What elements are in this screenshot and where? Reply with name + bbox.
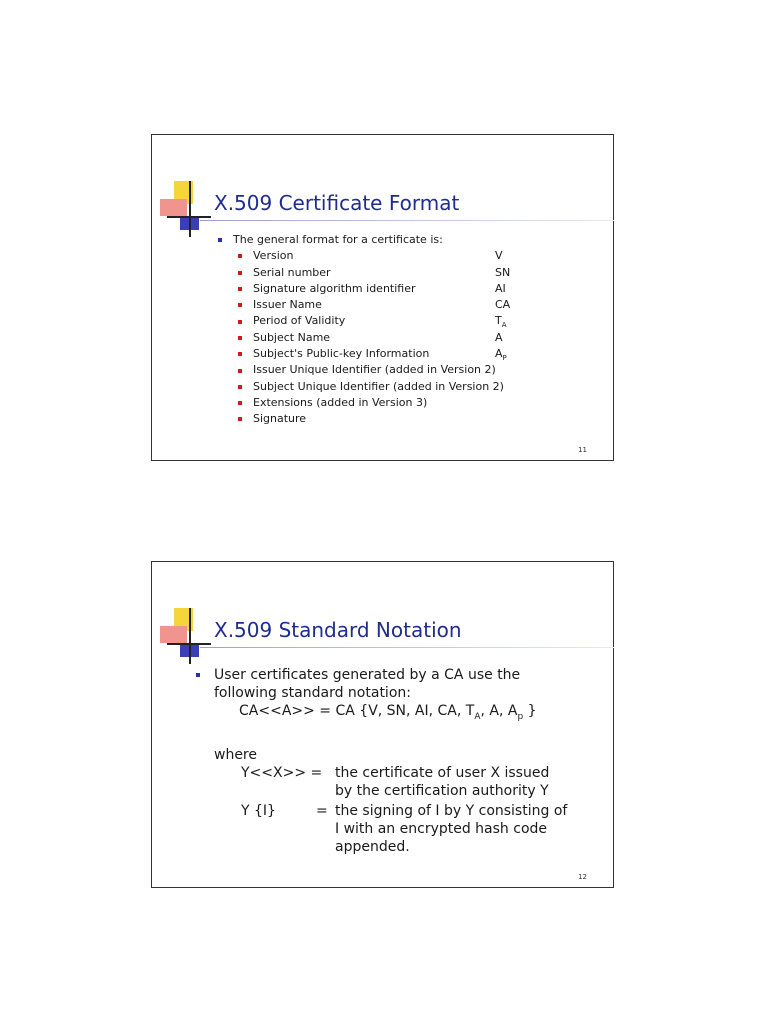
item-abbreviation: SN bbox=[495, 265, 511, 279]
bullet-icon bbox=[238, 271, 242, 275]
item-abbreviation: $T_A$ bbox=[495, 314, 507, 330]
list-item: Subject Name A bbox=[218, 330, 504, 346]
page-number: 12 bbox=[578, 873, 587, 881]
bullet-icon bbox=[238, 401, 242, 405]
bullet-icon bbox=[238, 385, 242, 389]
list-item: Subject Unique Identifier (added in Version 2) bbox=[218, 379, 504, 395]
list-item: Signature algorithm identifier AI bbox=[218, 281, 504, 297]
list-item: Serial number SN bbox=[218, 265, 504, 281]
page-number: 11 bbox=[578, 446, 587, 454]
format-list bbox=[218, 232, 511, 428]
where-label: where bbox=[214, 746, 257, 763]
item-abbreviation: $A_P$ bbox=[495, 347, 507, 363]
bullet-line: following standard notation: bbox=[214, 685, 411, 701]
notation-formula: CA<<A>> = CA {V, SN, AI, CA, $T_A$, A, $A_p$ } bbox=[239, 703, 537, 722]
title-divider bbox=[200, 647, 614, 648]
list-item: Issuer Name CA bbox=[218, 297, 504, 313]
title-divider bbox=[200, 220, 614, 221]
definition-row: Y<<X>> = the certificate of user X issued bbox=[241, 764, 550, 781]
item-abbreviation: A bbox=[495, 330, 503, 344]
bullet-icon bbox=[238, 369, 242, 373]
list-item: Signature bbox=[218, 411, 504, 427]
bullet-icon bbox=[238, 320, 242, 324]
slide-decoration-icon bbox=[152, 135, 222, 205]
item-abbreviation: CA bbox=[495, 298, 511, 312]
list-item: Period of Validity $T_A$ bbox=[218, 313, 504, 329]
slide-decoration-icon bbox=[152, 562, 222, 632]
list-item: Subject's Public-key Information $A_P$ bbox=[218, 346, 504, 362]
notation-body: User certificates generated by a CA use the following standard notation: CA<<A>> = CA {V, SN, AI, CA, $T_A$, A, $A_p$ } where Y<<X>> = the certificate of user X issued by the certification authority Y Y {I} = the signing of I by Y consisting of I with an encrypted hash code appended. bbox=[196, 666, 596, 856]
list-item: Version V bbox=[218, 248, 504, 264]
slide-title: X.509 Certificate Format bbox=[214, 191, 460, 215]
slide-certificate-format bbox=[151, 134, 614, 461]
list-intro: The general format for a certificate is: bbox=[218, 232, 504, 248]
bullet-icon bbox=[238, 336, 242, 340]
item-abbreviation: V bbox=[495, 249, 503, 263]
bullet-line: User certificates generated by a CA use the bbox=[214, 667, 521, 683]
item-abbreviation: AI bbox=[495, 281, 506, 295]
bullet-icon bbox=[238, 254, 242, 258]
bullet-icon bbox=[238, 287, 242, 291]
slide-standard-notation bbox=[151, 561, 614, 888]
slide-title: X.509 Standard Notation bbox=[214, 618, 462, 642]
bullet-icon bbox=[238, 303, 242, 307]
bullet-icon bbox=[196, 673, 200, 677]
bullet-icon bbox=[238, 352, 242, 356]
bullet-icon bbox=[238, 417, 242, 421]
definition-row: Y {I} = the signing of I by Y consisting of bbox=[241, 802, 568, 819]
list-item: Issuer Unique Identifier (added in Version 2) bbox=[218, 362, 504, 378]
list-item: Extensions (added in Version 3) bbox=[218, 395, 504, 411]
bullet-icon bbox=[218, 238, 222, 242]
